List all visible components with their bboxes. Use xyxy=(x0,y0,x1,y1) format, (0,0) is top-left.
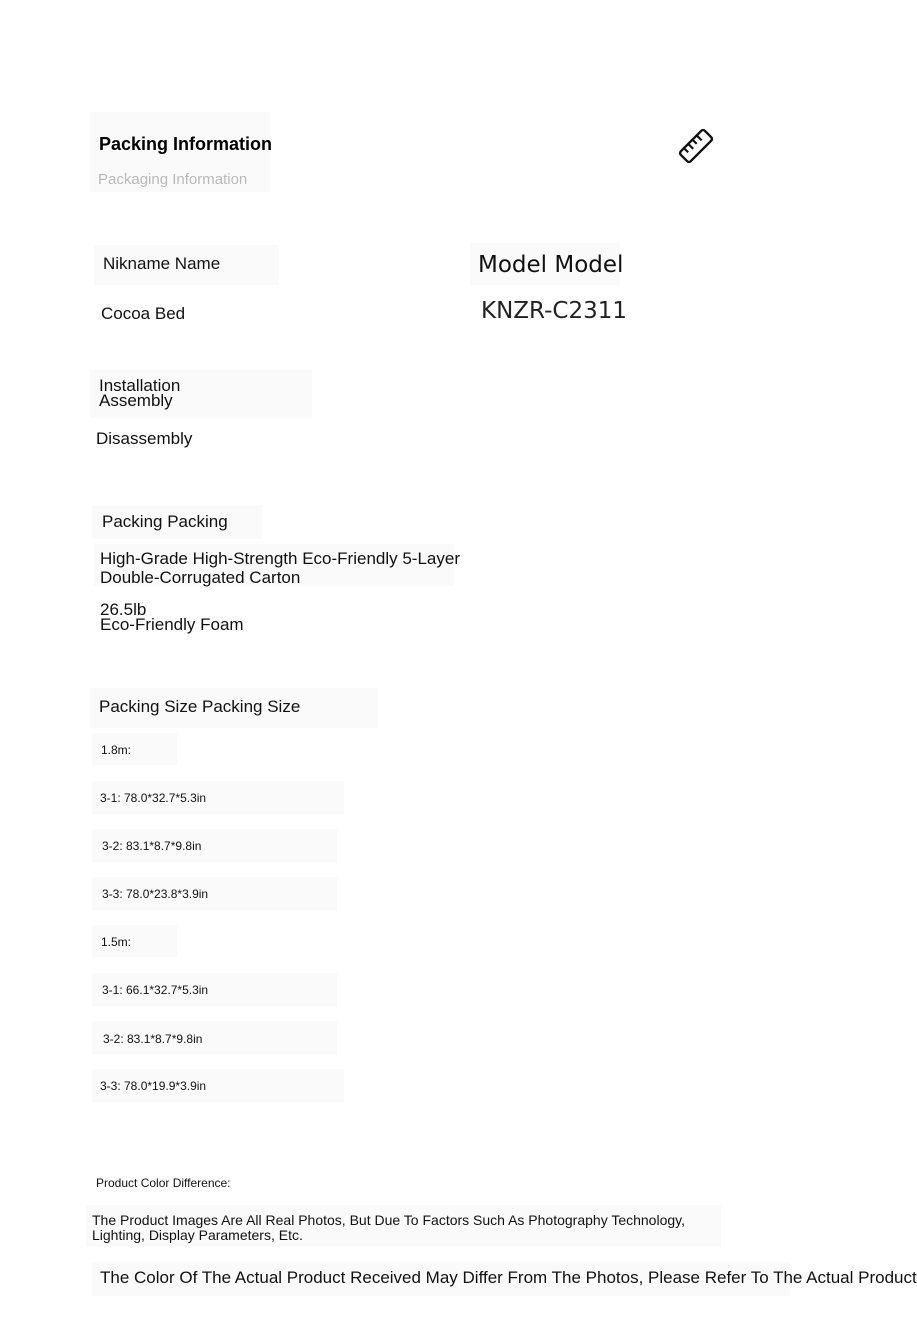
size-item: 3-3: 78.0*19.9*3.9in xyxy=(100,1079,207,1093)
packing-material-line1: High-Grade High-Strength Eco-Friendly 5-Layer xyxy=(100,549,460,568)
size-item: 3-2: 83.1*8.7*9.8in xyxy=(103,1032,203,1046)
nickname-label: Nikname Name xyxy=(103,254,221,273)
color-note-line2: Lighting, Display Parameters, Etc. xyxy=(92,1227,303,1243)
nickname-value: Cocoa Bed xyxy=(101,304,186,323)
color-note-line1: The Product Images Are All Real Photos, But Due To Factors Such As Photography Technology, xyxy=(92,1212,686,1228)
packing-size-label: Packing Size Packing Size xyxy=(99,697,301,716)
page-subtitle: Packaging Information xyxy=(98,171,248,188)
ruler-icon xyxy=(676,126,716,166)
installation-value: Disassembly xyxy=(96,429,193,448)
installation-label: Installation xyxy=(99,376,181,395)
packing-filler: Eco-Friendly Foam xyxy=(100,615,244,634)
size-item: 1.8m: xyxy=(101,743,132,757)
packing-weight: 26.5lb xyxy=(100,600,147,619)
size-item: 1.5m: xyxy=(101,935,132,949)
color-note-clip xyxy=(100,1268,917,1290)
size-item: 3-3: 78.0*23.8*3.9in xyxy=(102,887,209,901)
size-item: 3-2: 83.1*8.7*9.8in xyxy=(102,839,202,853)
assembly-label: Assembly xyxy=(99,391,173,410)
model-label: Model Model xyxy=(478,252,624,278)
packing-material-line2: Double-Corrugated Carton xyxy=(100,568,301,587)
color-note-line3: The Color Of The Actual Product Received May Differ From The Photos, Please Refer To The Actual Product xyxy=(100,1268,917,1287)
model-value: KNZR-C2311 xyxy=(481,298,627,324)
page-title: Packing Information xyxy=(99,134,273,154)
size-item: 3-1: 78.0*32.7*5.3in xyxy=(100,791,207,805)
color-note-label: Product Color Difference: xyxy=(96,1176,231,1190)
packing-label: Packing Packing xyxy=(102,512,228,531)
size-item: 3-1: 66.1*32.7*5.3in xyxy=(102,983,209,997)
